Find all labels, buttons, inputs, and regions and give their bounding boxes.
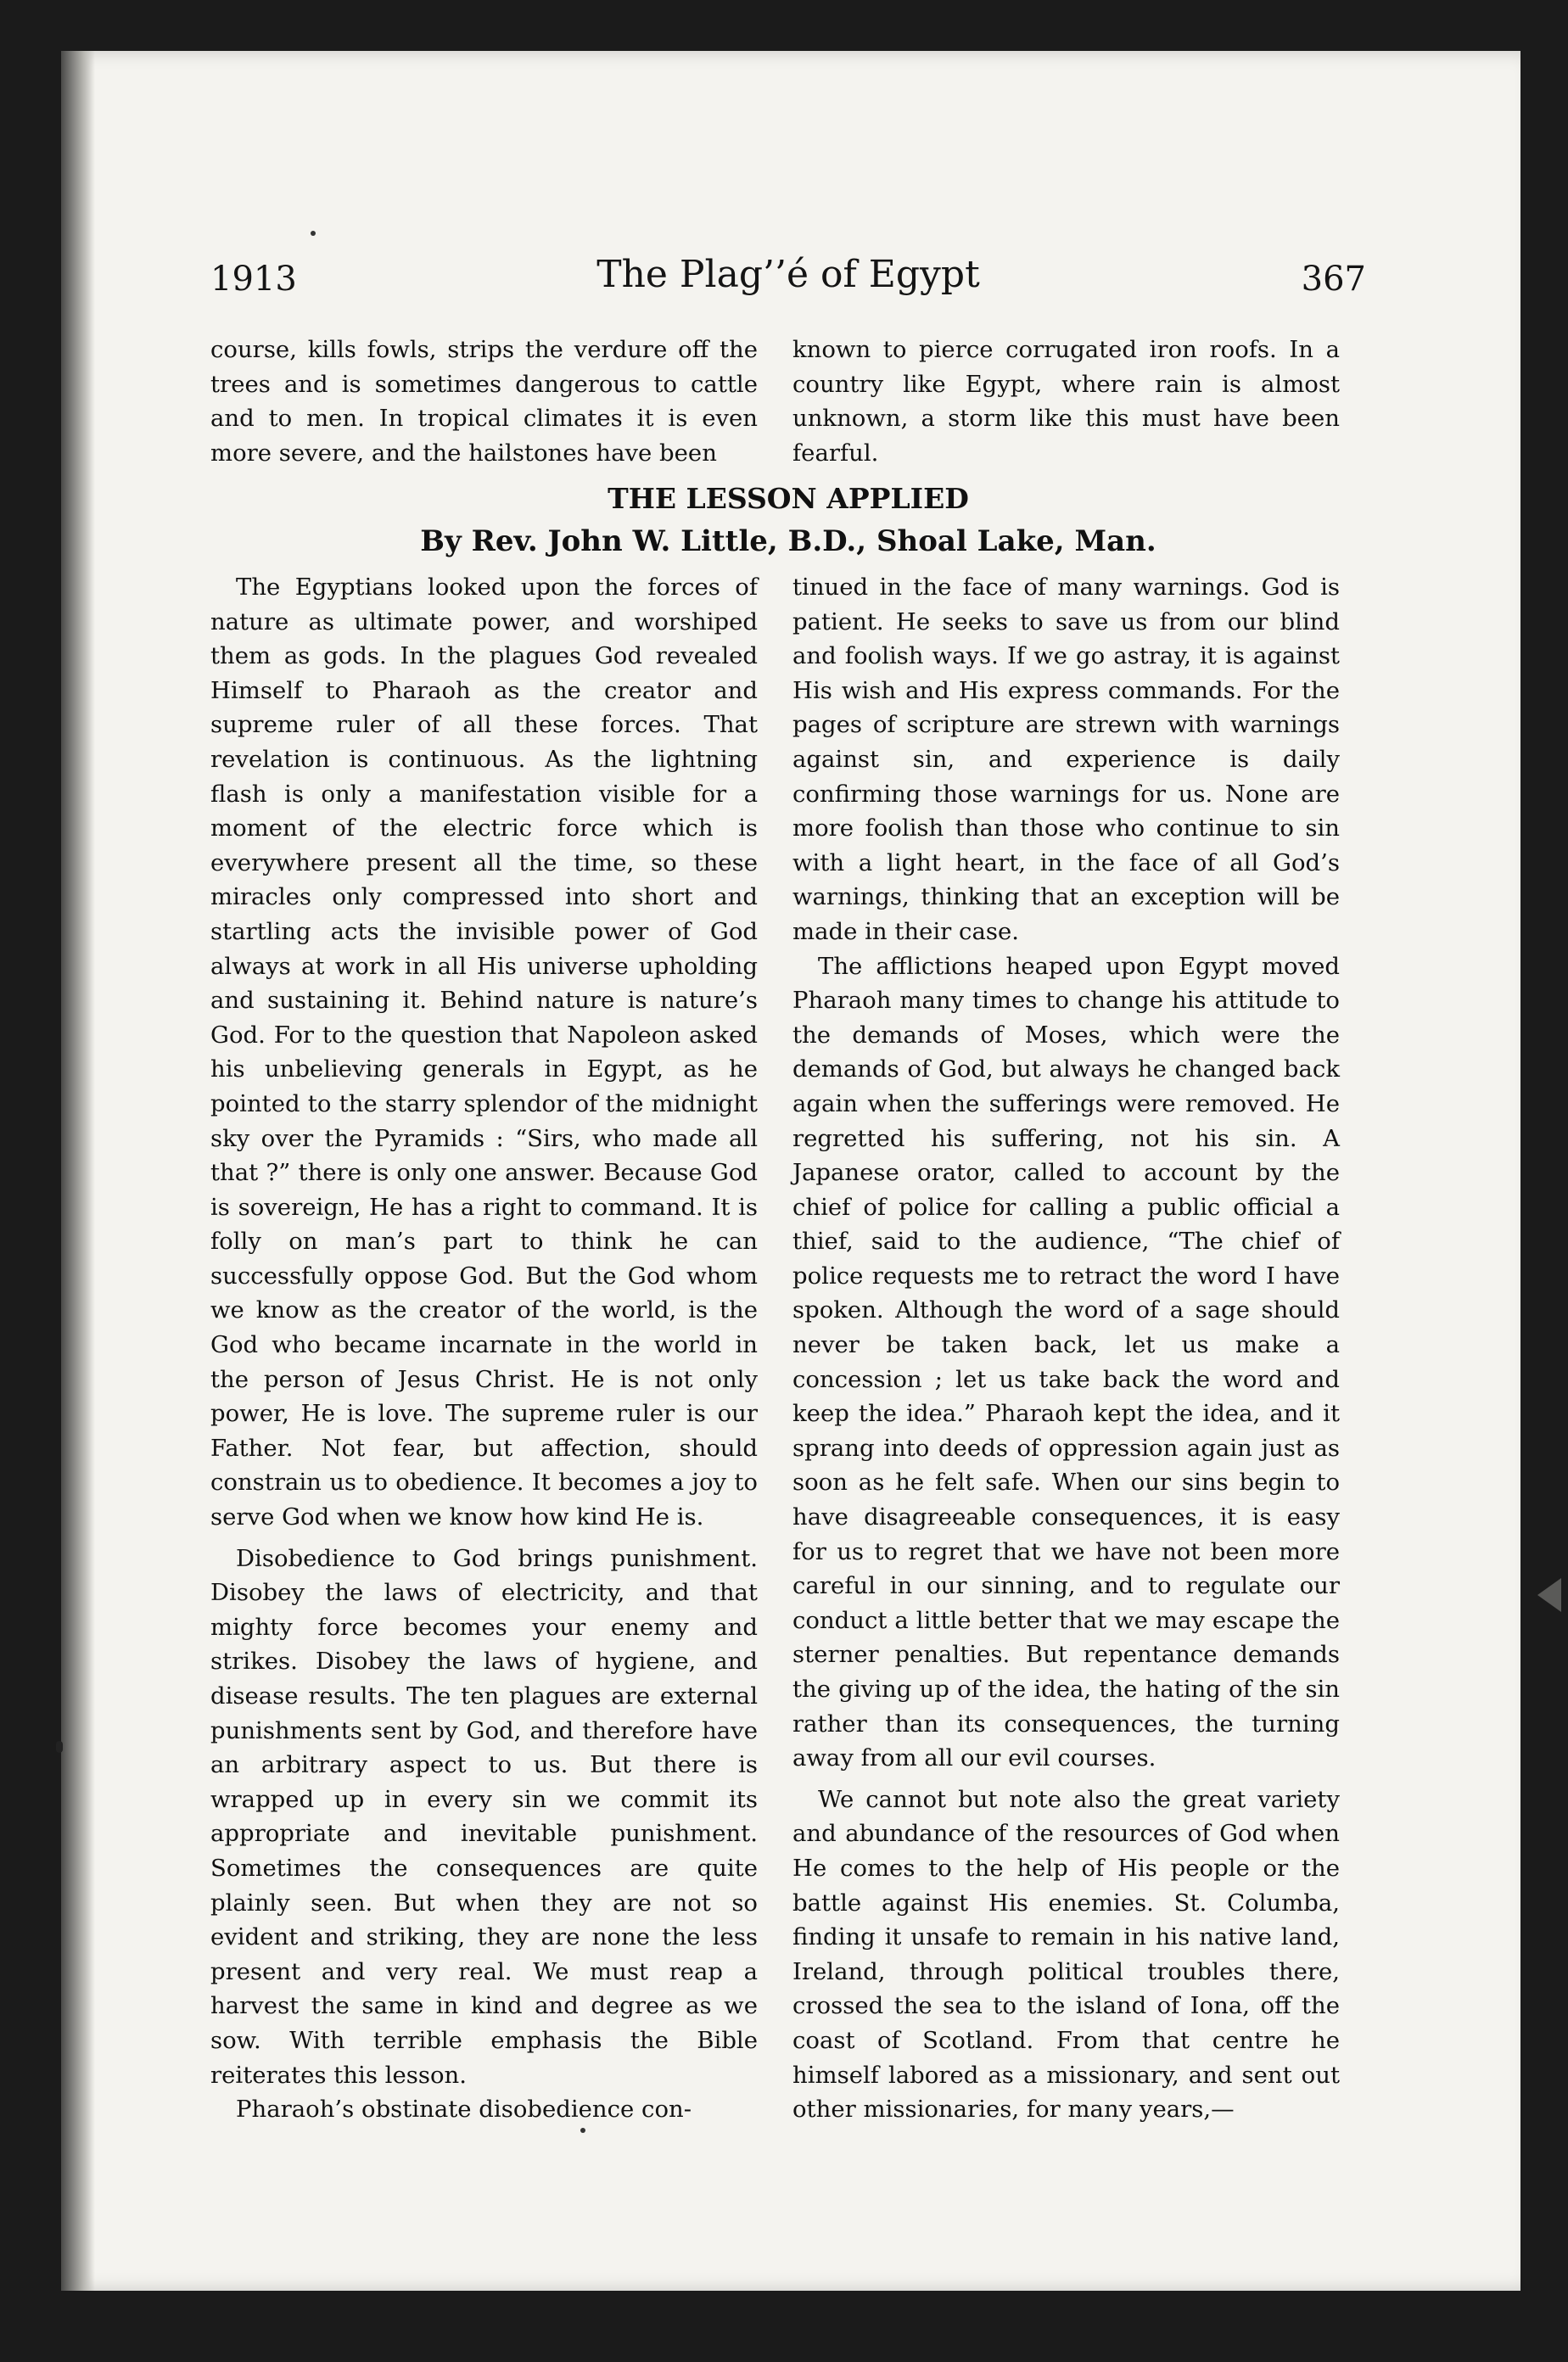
speck-mark [311, 231, 316, 236]
paragraph: The Egyptians looked upon the forces of nature as ultimate power, and worshiped them as gods. In the plagues God revealed Himself to Pharaoh as the creator and supreme ruler of all these forces. That revelation is continuous. As the lightning flash is only a manifestation visible for a moment of the electric force which is everywhere present all the time, so these miracles only compressed into short and startling acts the invisible power of God always at work in all His universe upholding and sustaining it. Behind nature is nature’s God. For to the question that Napoleon asked his unbelieving generals in Egypt, as he pointed to the starry splendor of the midnight sky over the Pyramids : “Sirs, who made all that ?” there is only one answer. Because God is sovereign, He has a right to command. It is folly on man’s part to think he can successfully oppose God. But the God whom we know as the creator of the world, is the God who became incarnate in the world in the person of Jesus Christ. He is not only power, He is love. The supreme ruler is our Father. Not fear, but affection, should constrain us to obedience. It becomes a joy to serve God when we know how kind He is. [210, 574, 758, 1531]
running-title: The Plag’’é of Egypt [596, 253, 980, 296]
speck-mark [580, 2128, 585, 2133]
year-folio: 1913 [210, 260, 297, 299]
top-right-column [792, 333, 1340, 470]
left-body-column [210, 570, 758, 2127]
paragraph: tinued in the face of many warnings. God is patient. He seeks to save us from our blind and foolish ways. If we go astray, it is against His wish and His express commands. For the pages of scripture are strewn with warnings against sin, and experience is daily confirming those warnings for us. None are more foolish than those who continue to sin with a light heart, in the face of all God’s warnings, thinking that an exception will be made in their case. [792, 574, 1340, 945]
book-spine-shadow [61, 51, 95, 2291]
paragraph: Disobedience to God brings punishment. Disobey the laws of electricity, and that mighty force becomes your enemy and strikes. Disobey the laws of hygiene, and disease results. The ten plagues are external punishments sent by God, and therefore have an arbitrary aspect to us. But there is wrapped up in every sin we commit its appropriate and inevitable punishment. Sometimes the consequences are quite plainly seen. But when they are not so evident and striking, they are none the less present and very real. We must reap a harvest the same in kind and degree as we sow. With terrible emphasis the Bible reiterates this lesson. [210, 1544, 758, 2089]
right-body-column [792, 570, 1340, 2127]
continued-paragraph-left: course, kills fowls, strips the verdure off the trees and is sometimes dangerous to cattle and to men. In tropical climates it is even more severe, and the hailstones have been [210, 336, 758, 467]
paragraph: The afflictions heaped upon Egypt moved Pharaoh many times to change his attitude to the demands of Moses, which were the demands of God, but always he changed back again when the sufferings were removed. He regretted his suffering, not his sin. A Japanese orator, called to account by the chief of police for calling a public official a thief, said to the audience, “The chief of police requests me to retract the word I have spoken. Although the word of a sage should never be taken back, let us make a concession ; let us take back the word and keep the idea.” Pharaoh kept the idea, and it sprang into deeds of oppression again just as soon as he felt safe. When our sins begin to have disagreeable consequences, it is easy for us to regret that we have not been more careful in our sinning, and to regulate our conduct a little better that we may escape the sterner penalties. But repentance demands the giving up of the idea, the hating of the sin rather than its consequences, the turning away from all our evil courses. [792, 952, 1340, 1772]
article-title: THE LESSON APPLIED [608, 482, 969, 515]
article-byline: By Rev. John W. Little, B.D., Shoal Lake, Man. [420, 524, 1156, 558]
running-header [210, 253, 1366, 304]
paragraph: Pharaoh’s obstinate disobedience con- [236, 2096, 692, 2124]
margin-speck [56, 1741, 63, 1753]
paragraph: We cannot but note also the great variety and abundance of the resources of God when He comes to the help of His people or the battle against His enemies. St. Columba, finding it unsafe to remain in his native land, Ireland, through political troubles there, crossed the sea to the island of Iona, off the coast of Scotland. From that centre he himself labored as a missionary, and sent out other missionaries, for many years,— [792, 1785, 1340, 2124]
page-edge-tab [1537, 1578, 1561, 1612]
continued-paragraph-right: known to pierce corrugated iron roofs. In a country like Egypt, where rain is almost unknown, a storm like this must have been fearful. [792, 336, 1340, 467]
page-number: 367 [1301, 260, 1366, 299]
top-left-column [210, 333, 758, 470]
